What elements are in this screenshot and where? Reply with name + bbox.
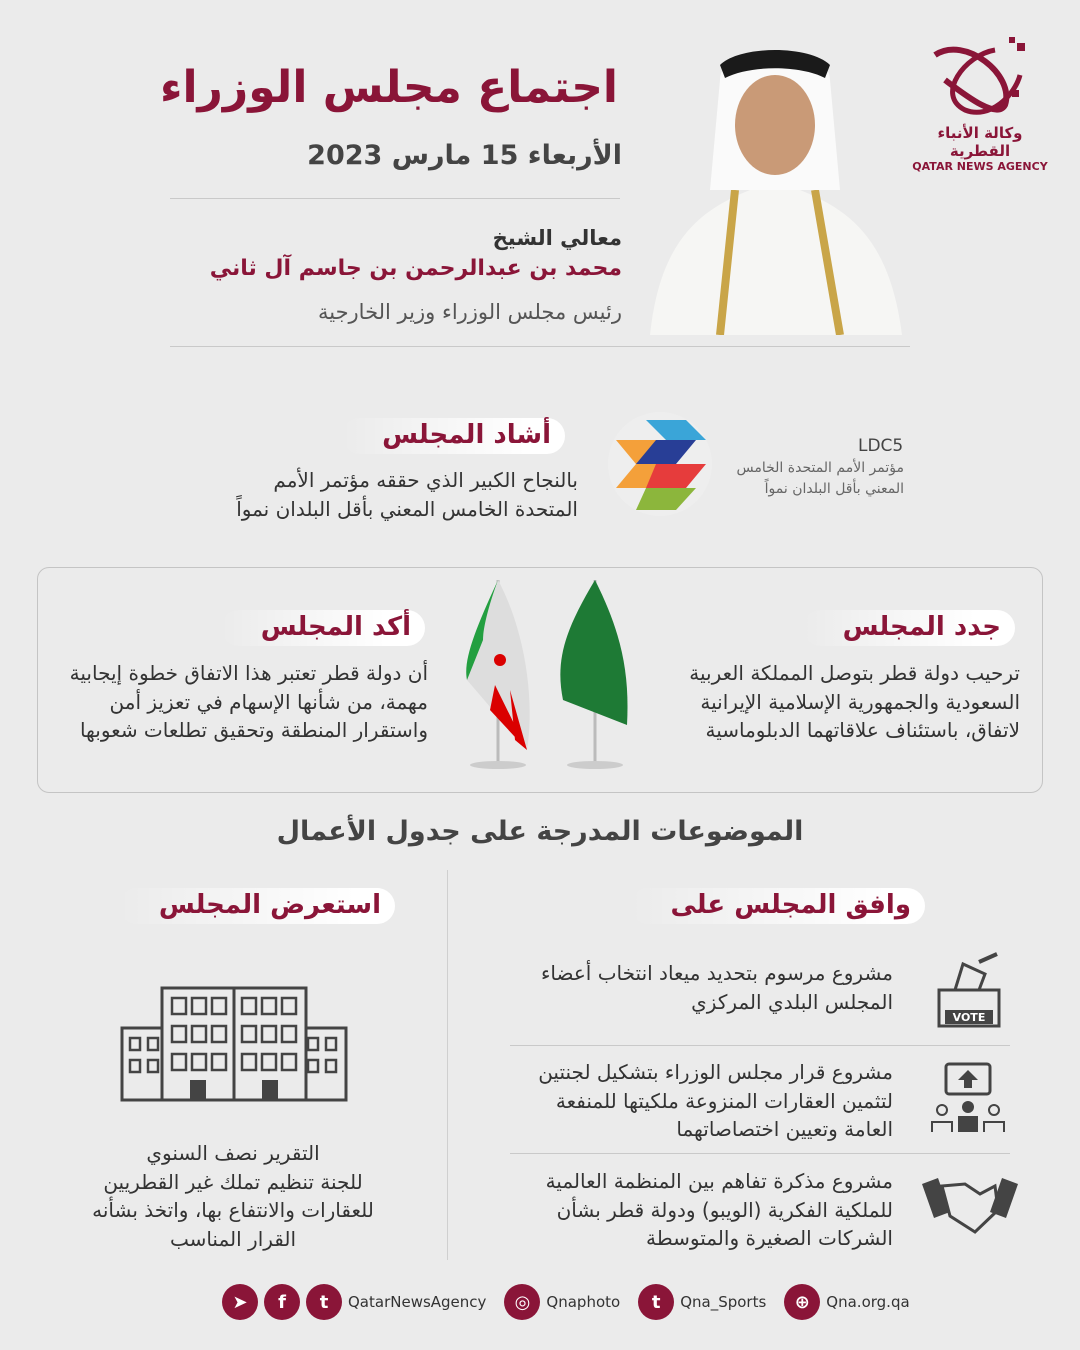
ldc5-logo-icon (606, 410, 714, 518)
committee-icon (930, 1062, 1006, 1136)
honorific: معالي الشيخ (492, 226, 622, 250)
approved-item-3: مشروع مذكرة تفاهم بين المنظمة العالمية للملكية الفكرية (الويبو) ودولة قطر بشأن الشركات الصغيرة والمتوسطة (545, 1169, 893, 1250)
approved-item-1: مشروع مرسوم بتحديد ميعاد انتخاب أعضاء المجلس البلدي المركزي (541, 961, 893, 1014)
footer-social (222, 1284, 910, 1320)
logo-arabic: وكالة الأنباء القطرية (937, 124, 1023, 160)
twitter-icon[interactable]: t (638, 1284, 674, 1320)
social-handle-main[interactable]: QatarNewsAgency (348, 1293, 487, 1311)
svg-text:VOTE: VOTE (952, 1011, 986, 1024)
facebook-icon[interactable]: f (264, 1284, 300, 1320)
instagram-icon[interactable]: ◎ (504, 1284, 540, 1320)
handshake-icon (920, 1172, 1020, 1240)
renewed-heading: جدد المجلس (803, 610, 1015, 646)
renewed-text: ترحيب دولة قطر بتوصل المملكة العربية السعودية والجمهورية الإسلامية الإيرانية لاتفاق، باستئناف علاقاتهما الدبلوماسية (689, 661, 1020, 742)
meeting-date: الأربعاء 15 مارس 2023 (307, 140, 622, 171)
person-role: رئيس مجلس الوزراء وزير الخارجية (317, 300, 622, 324)
affirmed-text: أن دولة قطر تعتبر هذا الاتفاق خطوة إيجابية مهمة، من شأنها الإسهام في تعزيز أمن واستقرار المنطقة وتحقيق تطلعات شعوبها (69, 661, 428, 742)
page-title: اجتماع مجلس الوزراء (159, 62, 618, 113)
globe-icon[interactable]: ⊕ (784, 1284, 820, 1320)
website-link[interactable]: Qna.org.qa (826, 1293, 910, 1311)
approved-heading: وافق المجلس على (630, 888, 925, 924)
qna-logo (905, 35, 1055, 173)
twitter-icon[interactable]: t (306, 1284, 342, 1320)
building-icon (118, 984, 350, 1102)
social-handle-sports[interactable]: Qna_Sports (680, 1293, 767, 1311)
agenda-title: الموضوعات المدرجة على جدول الأعمال (276, 816, 804, 847)
affirmed-heading: أكد المجلس (221, 610, 425, 646)
approved-item-2: مشروع قرار مجلس الوزراء بتشكيل لجنتين لتثمين العقارات المنزوعة ملكيتها للمنفعة العامة وتعيين اختصاصاتهما (538, 1060, 893, 1141)
ldc5-code: LDC5 (858, 436, 904, 456)
praise-heading: أشاد المجلس (342, 418, 565, 454)
logo-english: QATAR NEWS AGENCY (912, 160, 1048, 173)
ldc5-name: مؤتمر الأمم المتحدة الخامس المعني بأقل البلدان نمواً (736, 460, 904, 497)
flags-image (455, 570, 640, 770)
qna-logo-icon (905, 35, 1055, 120)
praise-text: بالنجاح الكبير الذي حققه مؤتمر الأمم المتحدة الخامس المعني بأقل البلدان نمواً (236, 468, 578, 521)
telegram-icon[interactable]: ➤ (222, 1284, 258, 1320)
vote-box-icon (935, 952, 1005, 1030)
person-name: محمد بن عبدالرحمن بن جاسم آل ثاني (209, 256, 622, 281)
social-handle-photo[interactable]: Qnaphoto (546, 1293, 621, 1311)
reviewed-heading: استعرض المجلس (119, 888, 395, 924)
portrait-image (640, 40, 910, 335)
reviewed-text: التقرير نصف السنوي للجنة تنظيم تملك غير القطريين للعقارات والانتفاع بها، واتخذ بشأنه القرار المناسب (92, 1141, 374, 1251)
